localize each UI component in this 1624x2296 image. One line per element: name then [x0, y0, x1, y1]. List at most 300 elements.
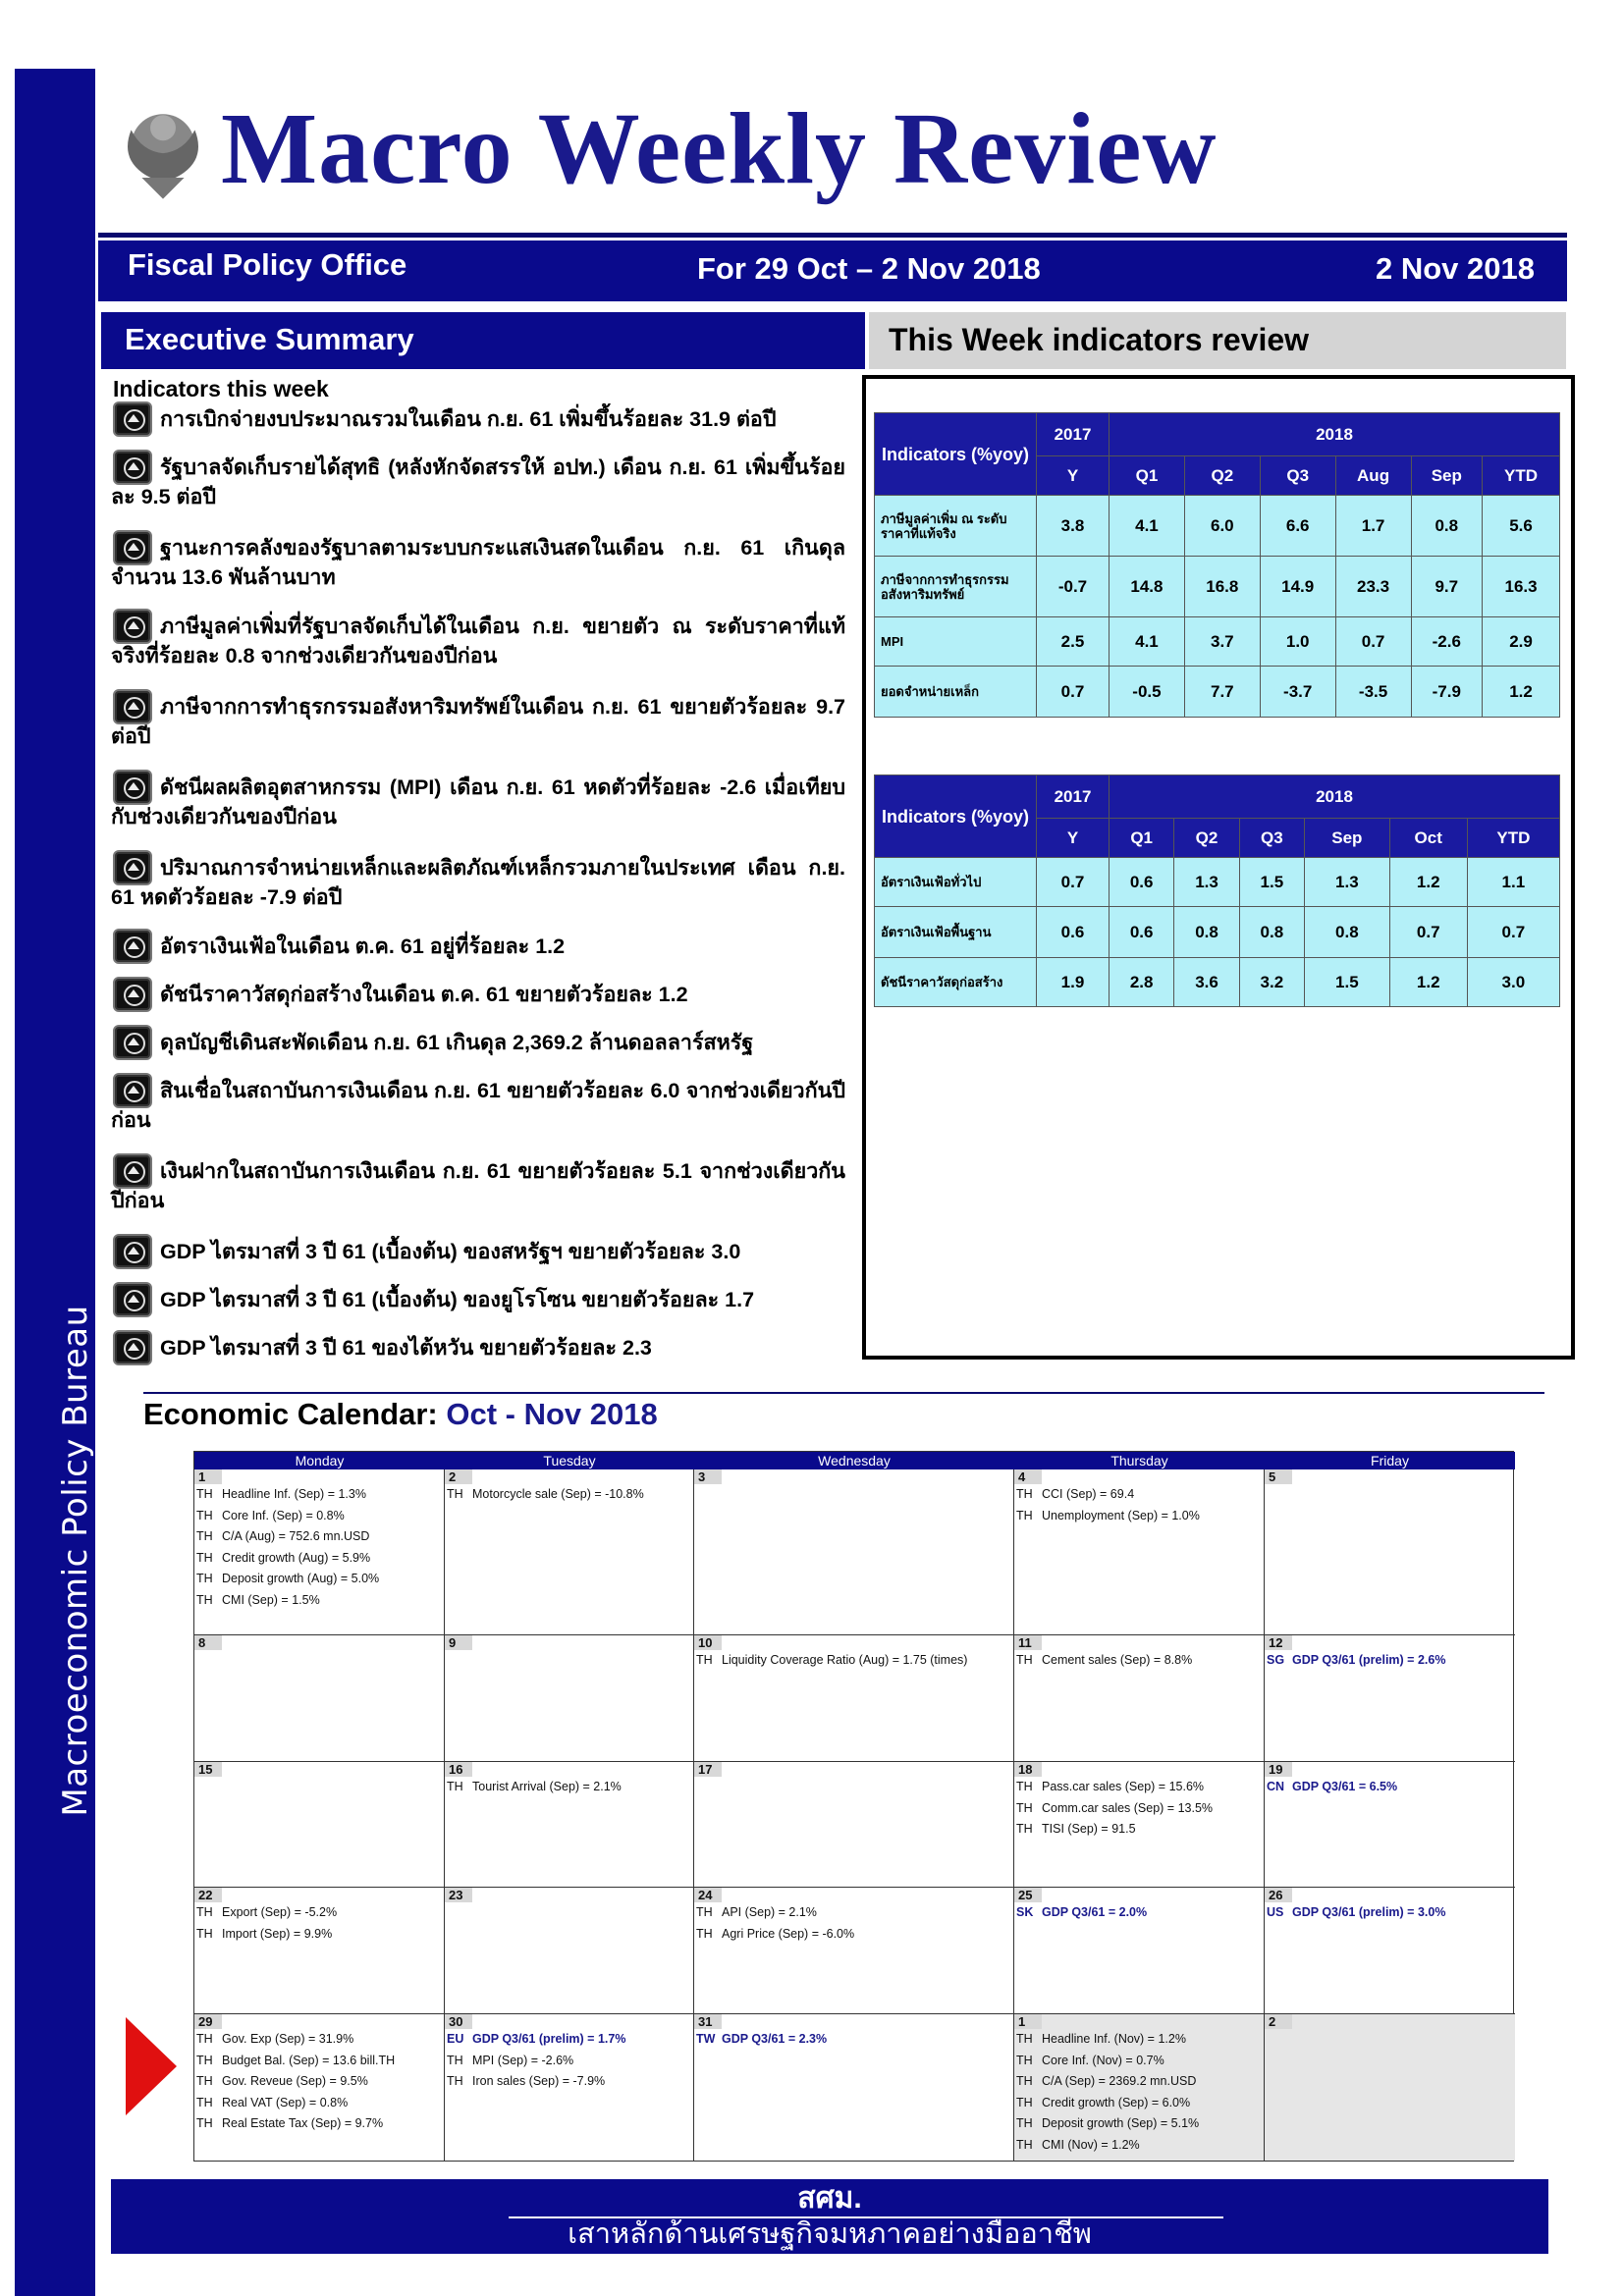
report-date: 2 Nov 2018: [1376, 251, 1535, 286]
table-cell: 9.7: [1411, 557, 1483, 617]
event-text: GDP Q3/61 = 2.0%: [1042, 1905, 1148, 1919]
calendar-event: [1014, 2135, 1264, 2157]
bullet-item: [111, 853, 845, 912]
up-arrow-icon: [113, 1025, 152, 1060]
table-cell: 1.0: [1260, 617, 1335, 667]
day-number: 30: [445, 2014, 472, 2029]
bullet-text: ปริมาณการจำหน่ายเหล็กและผลิตภัณฑ์เหล็กรวมภายในประเทศ เดือน ก.ย. 61 หดตัวร้อยละ -7.9 ต่อปี: [111, 856, 845, 909]
column-header: Y: [1037, 819, 1110, 858]
day-number: 2: [445, 1469, 472, 1484]
table-cell: 6.6: [1260, 496, 1335, 557]
event-text: Gov. Reveue (Sep) = 9.5%: [222, 2074, 368, 2089]
table-cell: 0.7: [1335, 617, 1411, 667]
calendar-event: [1014, 2071, 1264, 2093]
calendar-day: [1265, 1888, 1515, 2014]
calendar-day: [1014, 2014, 1265, 2161]
column-header: Q1: [1110, 819, 1174, 858]
day-number: 16: [445, 1762, 472, 1777]
day-number: 12: [1265, 1635, 1292, 1650]
table-row: [875, 617, 1560, 667]
table-cell: 0.7: [1467, 907, 1559, 958]
table-row: [875, 958, 1560, 1007]
calendar-event: [445, 2051, 693, 2072]
bullet-item: [111, 453, 845, 511]
footer-divider: [509, 2216, 1223, 2218]
bullet-item: [111, 980, 845, 1009]
event-country: TH: [1016, 2137, 1033, 2152]
event-country: TH: [196, 2053, 213, 2067]
table-cell: -7.9: [1411, 667, 1483, 718]
column-header: Q3: [1260, 456, 1335, 496]
calendar-event: [1014, 1777, 1264, 1798]
bullet-text: GDP ไตรมาสที่ 3 ปี 61 (เบื้องต้น) ของสหรัฐฯ ขยายตัวร้อยละ 3.0: [160, 1240, 741, 1263]
calendar-event: [194, 2071, 444, 2093]
event-text: Comm.car sales (Sep) = 13.5%: [1042, 1800, 1214, 1815]
calendar-event: [194, 1526, 444, 1548]
calendar-event: [194, 1902, 444, 1924]
table-cell: -2.6: [1411, 617, 1483, 667]
event-country: TH: [196, 2032, 213, 2046]
table-cell: 5.6: [1483, 496, 1560, 557]
event-text: C/A (Sep) = 2369.2 mn.USD: [1042, 2074, 1197, 2089]
bullet-text: เงินฝากในสถาบันการเงินเดือน ก.ย. 61 ขยายตัวร้อยละ 5.1 จากช่วงเดียวกันปีก่อน: [111, 1159, 845, 1212]
table-cell: -3.7: [1260, 667, 1335, 718]
day-number: 8: [194, 1635, 222, 1650]
bullet-list: [111, 404, 845, 1362]
event-text: GDP Q3/61 (prelim) = 3.0%: [1292, 1905, 1446, 1919]
event-country: TH: [196, 1905, 213, 1919]
calendar-event: [194, 2029, 444, 2051]
event-text: Core Inf. (Nov) = 0.7%: [1042, 2053, 1164, 2067]
calendar-event: [445, 2029, 693, 2051]
calendar-event: [1014, 2051, 1264, 2072]
up-arrow-icon: [113, 1153, 152, 1189]
event-country: TH: [196, 1508, 213, 1522]
calendar-day: [194, 1469, 445, 1635]
calendar-day: [194, 1888, 445, 2014]
calendar-event: [1014, 1798, 1264, 1820]
row-label: ยอดจำหน่ายเหล็ก: [875, 667, 1037, 718]
table-cell: -3.5: [1335, 667, 1411, 718]
calendar-event: [1014, 1902, 1264, 1924]
calendar-day: [694, 1888, 1014, 2014]
table-row: [875, 667, 1560, 718]
event-country: US: [1267, 1905, 1284, 1919]
event-country: TH: [1016, 1653, 1033, 1667]
calendar-day: [445, 1888, 694, 2014]
event-text: Liquidity Coverage Ratio (Aug) = 1.75 (times): [722, 1653, 968, 1667]
table-cell: 14.9: [1260, 557, 1335, 617]
bullet-text: อัตราเงินเฟ้อในเดือน ต.ค. 61 อยู่ที่ร้อยละ 1.2: [160, 934, 566, 958]
event-country: TH: [696, 1905, 713, 1919]
table-cell: 0.7: [1389, 907, 1467, 958]
event-text: CCI (Sep) = 69.4: [1042, 1487, 1135, 1501]
year-2017-header: 2017: [1037, 775, 1110, 819]
bullet-item: [111, 612, 845, 670]
column-header: Oct: [1389, 819, 1467, 858]
day-header: Thursday: [1014, 1452, 1265, 1469]
exec-summary-title: Executive Summary: [101, 312, 865, 369]
up-arrow-icon: [113, 609, 152, 644]
bullet-text: การเบิกจ่ายงบประมาณรวมในเดือน ก.ย. 61 เพิ่มขึ้นร้อยละ 31.9 ต่อปี: [160, 407, 777, 431]
row-label: ภาษีจากการทำธุรกรรมอสังหาริมทรัพย์: [875, 557, 1037, 617]
table-cell: 1.2: [1389, 858, 1467, 907]
event-country: TH: [1016, 2053, 1033, 2067]
row-label: MPI: [875, 617, 1037, 667]
event-text: Headline Inf. (Sep) = 1.3%: [222, 1487, 366, 1501]
day-number: 24: [694, 1888, 722, 1902]
sidebar: [15, 69, 95, 2296]
up-arrow-icon: [113, 1282, 152, 1317]
indicator-table-2: [874, 774, 1560, 1007]
day-number: 3: [694, 1469, 722, 1484]
bullet-text: ภาษีมูลค่าเพิ่มที่รัฐบาลจัดเก็บได้ในเดือน ก.ย. ขยายตัว ณ ระดับราคาที่แท้จริงที่ร้อยละ 0.8 จากช่วงเดียวกันของปีก่อน: [111, 614, 845, 667]
footer-line-1: สศม.: [797, 2182, 862, 2215]
event-country: TH: [447, 2074, 463, 2089]
calendar-day: [1014, 1888, 1265, 2014]
calendar-event: [1014, 2113, 1264, 2135]
event-text: Unemployment (Sep) = 1.0%: [1042, 1508, 1200, 1522]
table-cell: 1.5: [1239, 858, 1304, 907]
table-cell: 4.1: [1110, 617, 1185, 667]
row-label: ดัชนีราคาวัสดุก่อสร้าง: [875, 958, 1037, 1007]
event-text: Gov. Exp (Sep) = 31.9%: [222, 2032, 354, 2046]
table-cell: 7.7: [1184, 667, 1260, 718]
event-text: Credit growth (Sep) = 6.0%: [1042, 2095, 1191, 2109]
calendar-event: [194, 1506, 444, 1527]
event-text: API (Sep) = 2.1%: [722, 1905, 817, 1919]
event-country: TH: [1016, 2116, 1033, 2131]
calendar-day: [445, 2014, 694, 2161]
calendar-event: [194, 1590, 444, 1612]
calendar-event: [445, 1777, 693, 1798]
event-country: TH: [1016, 2074, 1033, 2089]
day-number: 10: [694, 1635, 722, 1650]
event-country: TH: [196, 1572, 213, 1586]
day-number: 22: [194, 1888, 222, 1902]
up-arrow-icon: [113, 770, 152, 805]
org-name: Fiscal Policy Office: [128, 247, 407, 282]
indicators-title: Indicators this week: [113, 376, 329, 401]
event-country: TH: [447, 1487, 463, 1501]
table-cell: 0.6: [1110, 907, 1174, 958]
calendar-event: [694, 2029, 1013, 2051]
calendar-event: [194, 1548, 444, 1570]
bullet-item: [111, 1156, 845, 1215]
event-text: Credit growth (Aug) = 5.9%: [222, 1550, 371, 1565]
period: For 29 Oct – 2 Nov 2018: [697, 251, 1041, 286]
column-header: YTD: [1467, 819, 1559, 858]
table-cell: 1.2: [1389, 958, 1467, 1007]
event-text: Iron sales (Sep) = -7.9%: [472, 2074, 606, 2089]
table-row: [875, 496, 1560, 557]
table-cell: 16.8: [1184, 557, 1260, 617]
calendar-event: [1265, 1650, 1515, 1672]
event-text: Motorcycle sale (Sep) = -10.8%: [472, 1487, 644, 1501]
event-text: TISI (Sep) = 91.5: [1042, 1822, 1136, 1837]
event-country: TH: [1016, 2095, 1033, 2109]
event-text: Headline Inf. (Nov) = 1.2%: [1042, 2032, 1186, 2046]
calendar-event: [194, 1569, 444, 1590]
calendar-day: [1014, 1762, 1265, 1888]
economic-calendar: [193, 1451, 1514, 2162]
table-row: [875, 858, 1560, 907]
event-country: TW: [696, 2032, 716, 2046]
calendar-event: [1014, 2029, 1264, 2051]
report-title: Macro Weekly Review: [221, 92, 1218, 205]
year-2018-header: 2018: [1110, 775, 1560, 819]
table-cell: 3.2: [1239, 958, 1304, 1007]
day-header: Monday: [194, 1452, 445, 1469]
calendar-day: [194, 1762, 445, 1888]
event-country: TH: [196, 2074, 213, 2089]
table-cell: 3.6: [1174, 958, 1239, 1007]
table-cell: 6.0: [1184, 496, 1260, 557]
day-number: 1: [1014, 2014, 1042, 2029]
event-country: TH: [1016, 2032, 1033, 2046]
calendar-day: [194, 2014, 445, 2161]
event-text: Deposit growth (Sep) = 5.1%: [1042, 2116, 1200, 2131]
event-text: Real Estate Tax (Sep) = 9.7%: [222, 2116, 384, 2131]
calendar-event: [1014, 1819, 1264, 1841]
title-rule: [98, 233, 1567, 238]
event-text: Deposit growth (Aug) = 5.0%: [222, 1572, 380, 1586]
event-text: MPI (Sep) = -2.6%: [472, 2053, 574, 2067]
bullet-item: [111, 1028, 845, 1057]
event-country: TH: [1016, 1780, 1033, 1793]
day-header: Wednesday: [694, 1452, 1014, 1469]
garuda-emblem-icon: [110, 98, 216, 204]
bullet-item: [111, 1333, 845, 1362]
event-country: TH: [1016, 1487, 1033, 1501]
column-header: Aug: [1335, 456, 1411, 496]
calendar-day: [694, 1762, 1014, 1888]
event-country: SG: [1267, 1653, 1285, 1667]
table-cell: 3.7: [1184, 617, 1260, 667]
up-arrow-icon: [113, 1330, 152, 1365]
calendar-event: [445, 2071, 693, 2093]
calendar-day: [445, 1762, 694, 1888]
table-cell: 16.3: [1483, 557, 1560, 617]
bullet-item: [111, 692, 845, 751]
event-country: SK: [1016, 1905, 1034, 1919]
calendar-day: [694, 1635, 1014, 1762]
table-cell: 1.9: [1037, 958, 1110, 1007]
table-cell: 4.1: [1110, 496, 1185, 557]
calendar-event: [194, 2113, 444, 2135]
column-header: Q2: [1184, 456, 1260, 496]
indicators-header: Indicators (%yoy): [875, 413, 1037, 496]
calendar-event: [194, 2093, 444, 2114]
event-country: TH: [696, 1653, 713, 1667]
day-number: 31: [694, 2014, 722, 2029]
calendar-event: [445, 1484, 693, 1506]
bullet-text: ฐานะการคลังของรัฐบาลตามระบบกระแสเงินสดในเดือน ก.ย. 61 เกินดุลจำนวน 13.6 พันล้านบาท: [111, 536, 845, 589]
event-text: GDP Q3/61 (prelim) = 2.6%: [1292, 1653, 1446, 1667]
event-country: TH: [196, 2095, 213, 2109]
event-country: TH: [196, 1529, 213, 1544]
event-text: Budget Bal. (Sep) = 13.6 bill.TH: [222, 2053, 396, 2067]
day-number: 2: [1265, 2014, 1292, 2029]
column-header: Sep: [1411, 456, 1483, 496]
day-number: 4: [1014, 1469, 1042, 1484]
indicator-table-1: [874, 412, 1560, 718]
table-cell: 0.6: [1037, 907, 1110, 958]
column-header: Q3: [1239, 819, 1304, 858]
bullet-text: ดัชนีราคาวัสดุก่อสร้างในเดือน ต.ค. 61 ขยายตัวร้อยละ 1.2: [160, 983, 688, 1006]
day-number: 18: [1014, 1762, 1042, 1777]
calendar-event: [194, 1484, 444, 1506]
table-cell: 1.5: [1305, 958, 1390, 1007]
event-country: TH: [447, 1780, 463, 1793]
table-cell: 3.8: [1037, 496, 1110, 557]
calendar-event: [694, 1924, 1013, 1946]
calendar-event: [1014, 2093, 1264, 2114]
calendar-day: [445, 1635, 694, 1762]
event-text: Import (Sep) = 9.9%: [222, 1926, 333, 1941]
event-country: TH: [1016, 1822, 1033, 1837]
row-label: ภาษีมูลค่าเพิ่ม ณ ระดับราคาที่แท้จริง: [875, 496, 1037, 557]
calendar-event: [1014, 1650, 1264, 1672]
bullet-text: GDP ไตรมาสที่ 3 ปี 61 ของไต้หวัน ขยายตัวร้อยละ 2.3: [160, 1336, 652, 1360]
day-number: 29: [194, 2014, 222, 2029]
up-arrow-icon: [113, 977, 152, 1012]
day-number: 17: [694, 1762, 722, 1777]
event-text: Tourist Arrival (Sep) = 2.1%: [472, 1780, 622, 1793]
event-country: TH: [696, 1926, 713, 1941]
up-arrow-icon: [113, 401, 152, 437]
current-week-arrow-icon: [126, 2017, 177, 2115]
bullet-text: ดุลบัญชีเดินสะพัดเดือน ก.ย. 61 เกินดุล 2,369.2 ล้านดอลลาร์สหรัฐ: [160, 1031, 754, 1054]
event-text: Pass.car sales (Sep) = 15.6%: [1042, 1780, 1205, 1793]
event-text: GDP Q3/61 (prelim) = 1.7%: [472, 2032, 626, 2046]
table-cell: 2.5: [1037, 617, 1110, 667]
row-label: อัตราเงินเฟ้อทั่วไป: [875, 858, 1037, 907]
calendar-event: [1265, 1902, 1515, 1924]
calendar-day: [1265, 1762, 1515, 1888]
table-cell: -0.7: [1037, 557, 1110, 617]
event-country: TH: [196, 1926, 213, 1941]
up-arrow-icon: [113, 689, 152, 724]
up-arrow-icon: [113, 850, 152, 885]
footer: [111, 2179, 1548, 2254]
day-number: 9: [445, 1635, 472, 1650]
day-number: 26: [1265, 1888, 1292, 1902]
event-country: TH: [196, 2116, 213, 2131]
bullet-text: รัฐบาลจัดเก็บรายได้สุทธิ (หลังหักจัดสรรให้ อปท.) เดือน ก.ย. 61 เพิ่มขึ้นร้อยละ 9.5 ต่อปี: [111, 455, 845, 508]
event-text: GDP Q3/61 = 2.3%: [722, 2032, 828, 2046]
calendar-title: [143, 1397, 658, 1432]
column-header: YTD: [1483, 456, 1560, 496]
calendar-event: [194, 1924, 444, 1946]
day-number: 19: [1265, 1762, 1292, 1777]
event-text: CMI (Sep) = 1.5%: [222, 1592, 320, 1607]
calendar-event: [694, 1650, 1013, 1672]
header-bar: [98, 240, 1567, 301]
table-cell: 1.1: [1467, 858, 1559, 907]
calendar-day: [445, 1469, 694, 1635]
table-row: [875, 557, 1560, 617]
event-country: EU: [447, 2032, 464, 2046]
event-text: Real VAT (Sep) = 0.8%: [222, 2095, 349, 2109]
day-header: Tuesday: [445, 1452, 694, 1469]
event-text: Agri Price (Sep) = -6.0%: [722, 1926, 855, 1941]
table-cell: 0.6: [1110, 858, 1174, 907]
row-label: อัตราเงินเฟ้อพื้นฐาน: [875, 907, 1037, 958]
calendar-day: [1265, 1635, 1515, 1762]
calendar-day: [194, 1635, 445, 1762]
day-number: 23: [445, 1888, 472, 1902]
table-cell: 2.8: [1110, 958, 1174, 1007]
footer-line-2: เสาหลักด้านเศรษฐกิจมหภาคอย่างมืออาชีพ: [568, 2218, 1092, 2250]
calendar-day: [694, 2014, 1014, 2161]
year-2017-header: 2017: [1037, 413, 1110, 456]
sidebar-text: Macroeconomic Policy Bureau: [56, 1305, 95, 1817]
table-cell: 1.3: [1305, 858, 1390, 907]
table-cell: -0.5: [1110, 667, 1185, 718]
up-arrow-icon: [113, 450, 152, 485]
day-header: Friday: [1265, 1452, 1515, 1469]
calendar-event: [694, 1902, 1013, 1924]
table-cell: 0.8: [1411, 496, 1483, 557]
bullet-item: [111, 1076, 845, 1135]
event-country: TH: [196, 1592, 213, 1607]
table-cell: 0.8: [1239, 907, 1304, 958]
column-header: Q1: [1110, 456, 1185, 496]
event-text: C/A (Aug) = 752.6 mn.USD: [222, 1529, 370, 1544]
event-country: TH: [196, 1550, 213, 1565]
day-number: 1: [194, 1469, 222, 1484]
calendar-event: [1265, 1777, 1515, 1798]
calendar-day: [1265, 2014, 1515, 2161]
calendar-event: [1014, 1484, 1264, 1506]
table-cell: 0.7: [1037, 858, 1110, 907]
bullet-item: [111, 1237, 845, 1266]
table-cell: 14.8: [1110, 557, 1185, 617]
calendar-rule: [143, 1392, 1544, 1394]
event-country: TH: [1016, 1508, 1033, 1522]
indicators-header: Indicators (%yoy): [875, 775, 1037, 858]
table-cell: 23.3: [1335, 557, 1411, 617]
event-country: TH: [1016, 1800, 1033, 1815]
calendar-range: Oct - Nov 2018: [446, 1397, 658, 1431]
calendar-day: [1014, 1635, 1265, 1762]
up-arrow-icon: [113, 1073, 152, 1108]
table-cell: 3.0: [1467, 958, 1559, 1007]
event-text: CMI (Nov) = 1.2%: [1042, 2137, 1140, 2152]
event-text: Export (Sep) = -5.2%: [222, 1905, 338, 1919]
event-text: GDP Q3/61 = 6.5%: [1292, 1780, 1398, 1793]
table-cell: 1.3: [1174, 858, 1239, 907]
bullet-text: ดัชนีผลผลิตอุตสาหกรรม (MPI) เดือน ก.ย. 61 หดตัวที่ร้อยละ -2.6 เมื่อเทียบกับช่วงเดียวกันของปีก่อน: [111, 775, 845, 828]
calendar-title-label: Economic Calendar:: [143, 1397, 438, 1431]
event-country: TH: [447, 2053, 463, 2067]
bullet-item: [111, 533, 845, 592]
event-text: Core Inf. (Sep) = 0.8%: [222, 1508, 345, 1522]
day-number: 5: [1265, 1469, 1292, 1484]
day-number: 15: [194, 1762, 222, 1777]
table-cell: 0.7: [1037, 667, 1110, 718]
up-arrow-icon: [113, 1234, 152, 1269]
calendar-event: [194, 2051, 444, 2072]
bullet-item: [111, 932, 845, 961]
bullet-text: ภาษีจากการทำธุรกรรมอสังหาริมทรัพย์ในเดือน ก.ย. 61 ขยายตัวร้อยละ 9.7 ต่อปี: [111, 695, 845, 748]
table-cell: 1.2: [1483, 667, 1560, 718]
day-number: 25: [1014, 1888, 1042, 1902]
table-cell: 0.8: [1174, 907, 1239, 958]
bullet-text: GDP ไตรมาสที่ 3 ปี 61 (เบื้องต้น) ของยูโรโซน ขยายตัวร้อยละ 1.7: [160, 1288, 755, 1311]
event-country: TH: [196, 1487, 213, 1501]
